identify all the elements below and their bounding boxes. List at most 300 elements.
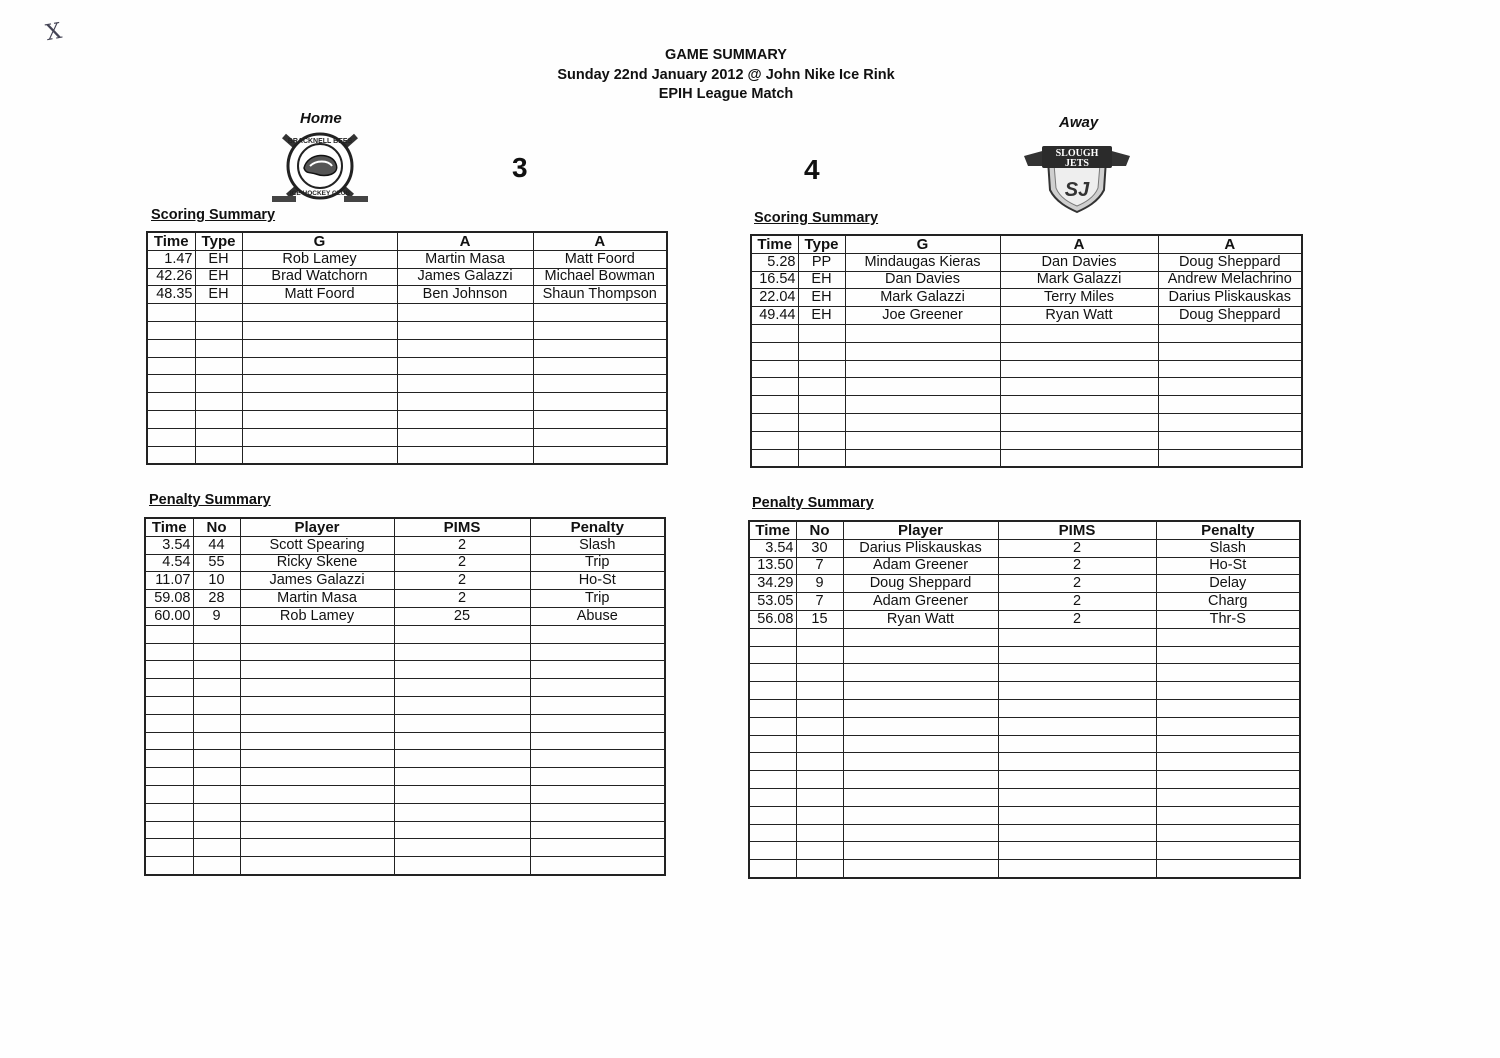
- table-cell: [751, 413, 798, 431]
- table-cell: [242, 357, 397, 375]
- table-cell: [242, 375, 397, 393]
- away-team-logo: [1024, 132, 1130, 214]
- table-cell: [749, 646, 796, 664]
- table-cell: [796, 842, 843, 860]
- table-cell: Ryan Watt: [843, 610, 998, 628]
- table-cell: Rob Lamey: [240, 607, 394, 625]
- table-cell: [397, 410, 533, 428]
- svg-text:SJ: SJ: [1064, 179, 1090, 201]
- table-cell: Delay: [1156, 575, 1300, 593]
- table-cell: Martin Masa: [240, 590, 394, 608]
- table-cell: [1156, 646, 1300, 664]
- table-cell: [394, 857, 530, 875]
- table-cell: [147, 321, 195, 339]
- table-cell: 2: [394, 536, 530, 554]
- column-header: Player: [843, 521, 998, 539]
- table-cell: 4.54: [145, 554, 193, 572]
- table-cell: [1156, 735, 1300, 753]
- table-cell: Mark Galazzi: [1000, 271, 1158, 289]
- table-cell: [1000, 324, 1158, 342]
- table-cell: 2: [394, 572, 530, 590]
- table-cell: [798, 449, 845, 467]
- table-cell: [796, 682, 843, 700]
- table-cell: [751, 396, 798, 414]
- empty-table-row: [147, 428, 667, 446]
- empty-table-row: [749, 628, 1300, 646]
- table-cell: [242, 321, 397, 339]
- table-cell: [998, 771, 1156, 789]
- table-cell: Ryan Watt: [1000, 307, 1158, 325]
- table-row: [145, 590, 665, 608]
- document-header: [0, 46, 1452, 105]
- table-cell: [394, 768, 530, 786]
- table-cell: [145, 714, 193, 732]
- table-cell: 60.00: [145, 607, 193, 625]
- column-header: A: [1158, 235, 1302, 253]
- empty-table-row: [751, 378, 1302, 396]
- table-cell: Trip: [530, 554, 665, 572]
- table-cell: [998, 682, 1156, 700]
- table-cell: [193, 839, 240, 857]
- empty-table-row: [751, 342, 1302, 360]
- column-header: Time: [145, 518, 193, 536]
- table-cell: [798, 360, 845, 378]
- table-cell: [242, 446, 397, 464]
- table-cell: [749, 628, 796, 646]
- table-cell: [145, 839, 193, 857]
- svg-text:ICE HOCKEY CLUB: ICE HOCKEY CLUB: [289, 190, 351, 197]
- table-cell: 30: [796, 539, 843, 557]
- empty-table-row: [751, 396, 1302, 414]
- table-cell: 28: [193, 590, 240, 608]
- table-cell: [1000, 360, 1158, 378]
- table-cell: [749, 806, 796, 824]
- table-cell: [195, 339, 242, 357]
- table-cell: [240, 857, 394, 875]
- table-cell: [240, 750, 394, 768]
- table-cell: Abuse: [530, 607, 665, 625]
- empty-table-row: [147, 410, 667, 428]
- table-cell: [394, 696, 530, 714]
- table-cell: [1158, 324, 1302, 342]
- table-cell: Charg: [1156, 593, 1300, 611]
- table-cell: [1156, 806, 1300, 824]
- table-cell: Adam Greener: [843, 557, 998, 575]
- slough-jets-crest-icon: [1024, 132, 1130, 214]
- table-cell: [145, 661, 193, 679]
- table-cell: [843, 628, 998, 646]
- table-cell: [1000, 378, 1158, 396]
- empty-table-row: [145, 750, 665, 768]
- empty-table-row: [147, 357, 667, 375]
- table-cell: [530, 732, 665, 750]
- empty-table-row: [147, 375, 667, 393]
- table-cell: 44: [193, 536, 240, 554]
- table-cell: 56.08: [749, 610, 796, 628]
- table-cell: [394, 643, 530, 661]
- table-cell: [145, 785, 193, 803]
- table-cell: [530, 839, 665, 857]
- table-cell: Michael Bowman: [533, 268, 667, 286]
- empty-table-row: [145, 821, 665, 839]
- svg-text:SLOUGH: SLOUGH: [1055, 148, 1099, 159]
- table-cell: 2: [998, 539, 1156, 557]
- table-cell: [843, 824, 998, 842]
- empty-table-row: [145, 785, 665, 803]
- table-cell: [1156, 664, 1300, 682]
- empty-table-row: [145, 857, 665, 875]
- table-row: [749, 610, 1300, 628]
- table-cell: [193, 714, 240, 732]
- table-cell: [193, 696, 240, 714]
- table-cell: Doug Sheppard: [1158, 307, 1302, 325]
- column-header: Time: [751, 235, 798, 253]
- table-cell: [1158, 342, 1302, 360]
- empty-table-row: [145, 803, 665, 821]
- table-cell: [240, 696, 394, 714]
- table-cell: [749, 788, 796, 806]
- empty-table-row: [749, 842, 1300, 860]
- table-cell: Doug Sheppard: [843, 575, 998, 593]
- table-cell: [394, 839, 530, 857]
- table-cell: [751, 342, 798, 360]
- table-cell: [533, 339, 667, 357]
- table-cell: [749, 753, 796, 771]
- table-cell: [394, 661, 530, 679]
- table-cell: [796, 806, 843, 824]
- table-cell: [530, 768, 665, 786]
- table-cell: [1158, 396, 1302, 414]
- table-cell: [240, 839, 394, 857]
- table-cell: [843, 646, 998, 664]
- empty-table-row: [147, 393, 667, 411]
- table-cell: [394, 732, 530, 750]
- table-cell: [798, 378, 845, 396]
- table-cell: [147, 304, 195, 322]
- empty-table-row: [147, 304, 667, 322]
- table-cell: EH: [195, 268, 242, 286]
- table-cell: [397, 446, 533, 464]
- empty-table-row: [147, 446, 667, 464]
- table-cell: Slash: [1156, 539, 1300, 557]
- table-cell: 2: [998, 610, 1156, 628]
- column-header: No: [193, 518, 240, 536]
- table-cell: Darius Pliskauskas: [1158, 289, 1302, 307]
- table-cell: [240, 803, 394, 821]
- table-cell: [751, 360, 798, 378]
- empty-table-row: [147, 339, 667, 357]
- table-cell: [798, 413, 845, 431]
- table-cell: [796, 646, 843, 664]
- table-cell: 49.44: [751, 307, 798, 325]
- table-cell: [1156, 842, 1300, 860]
- table-cell: Rob Lamey: [242, 250, 397, 268]
- empty-table-row: [751, 449, 1302, 467]
- column-header: No: [796, 521, 843, 539]
- away-scoring-table: [750, 234, 1303, 468]
- table-cell: [998, 842, 1156, 860]
- table-cell: [145, 643, 193, 661]
- table-cell: [1000, 396, 1158, 414]
- table-cell: [1158, 413, 1302, 431]
- handwritten-mark: X: [43, 18, 64, 47]
- table-cell: [749, 824, 796, 842]
- table-cell: [1156, 771, 1300, 789]
- table-cell: 2: [394, 590, 530, 608]
- table-cell: EH: [195, 250, 242, 268]
- table-cell: [530, 643, 665, 661]
- table-cell: [998, 664, 1156, 682]
- table-cell: [751, 449, 798, 467]
- table-cell: Matt Foord: [533, 250, 667, 268]
- away-penalty-title: Penalty Summary: [752, 495, 874, 511]
- table-cell: [843, 664, 998, 682]
- table-cell: 9: [796, 575, 843, 593]
- empty-table-row: [145, 768, 665, 786]
- table-cell: [240, 785, 394, 803]
- table-cell: Doug Sheppard: [1158, 253, 1302, 271]
- table-cell: [193, 821, 240, 839]
- table-cell: [845, 449, 1000, 467]
- table-cell: 10: [193, 572, 240, 590]
- table-cell: [533, 304, 667, 322]
- empty-table-row: [749, 788, 1300, 806]
- table-cell: [749, 664, 796, 682]
- table-cell: [240, 732, 394, 750]
- empty-table-row: [145, 696, 665, 714]
- table-cell: [193, 750, 240, 768]
- table-cell: [394, 714, 530, 732]
- table-cell: [798, 342, 845, 360]
- table-cell: [533, 428, 667, 446]
- home-score: 3: [512, 152, 528, 183]
- column-header: PIMS: [998, 521, 1156, 539]
- table-cell: 2: [998, 575, 1156, 593]
- table-cell: [147, 410, 195, 428]
- table-cell: [397, 304, 533, 322]
- table-cell: Ho-St: [530, 572, 665, 590]
- table-cell: [397, 393, 533, 411]
- empty-table-row: [147, 321, 667, 339]
- table-cell: [397, 321, 533, 339]
- table-cell: [530, 679, 665, 697]
- table-cell: [193, 785, 240, 803]
- empty-table-row: [751, 360, 1302, 378]
- table-cell: [394, 785, 530, 803]
- table-cell: [998, 628, 1156, 646]
- table-row: [147, 286, 667, 304]
- empty-table-row: [749, 753, 1300, 771]
- table-cell: [998, 860, 1156, 878]
- empty-table-row: [749, 646, 1300, 664]
- table-cell: 55: [193, 554, 240, 572]
- empty-table-row: [145, 839, 665, 857]
- table-cell: [998, 717, 1156, 735]
- table-cell: [998, 788, 1156, 806]
- table-cell: [240, 821, 394, 839]
- table-cell: [533, 321, 667, 339]
- table-cell: [796, 664, 843, 682]
- table-cell: [533, 410, 667, 428]
- table-cell: [1000, 431, 1158, 449]
- table-cell: 13.50: [749, 557, 796, 575]
- svg-text:JETS: JETS: [1065, 158, 1089, 169]
- table-cell: [843, 682, 998, 700]
- table-cell: 9: [193, 607, 240, 625]
- table-row: [147, 250, 667, 268]
- table-cell: Adam Greener: [843, 593, 998, 611]
- table-cell: [533, 393, 667, 411]
- table-cell: [147, 446, 195, 464]
- table-row: [749, 539, 1300, 557]
- table-cell: [1156, 753, 1300, 771]
- table-cell: 16.54: [751, 271, 798, 289]
- table-cell: [242, 428, 397, 446]
- table-cell: 3.54: [145, 536, 193, 554]
- column-header: A: [533, 232, 667, 250]
- table-cell: [147, 357, 195, 375]
- table-cell: [1000, 413, 1158, 431]
- table-cell: [1156, 824, 1300, 842]
- table-cell: [195, 321, 242, 339]
- table-cell: [242, 393, 397, 411]
- empty-table-row: [145, 661, 665, 679]
- table-cell: [749, 860, 796, 878]
- table-cell: [145, 803, 193, 821]
- table-cell: [193, 732, 240, 750]
- table-cell: Martin Masa: [397, 250, 533, 268]
- table-cell: [397, 375, 533, 393]
- table-cell: [998, 646, 1156, 664]
- table-cell: [195, 446, 242, 464]
- table-cell: [394, 803, 530, 821]
- empty-table-row: [749, 699, 1300, 717]
- table-row: [751, 289, 1302, 307]
- column-header: Type: [195, 232, 242, 250]
- table-cell: Mark Galazzi: [845, 289, 1000, 307]
- table-cell: 22.04: [751, 289, 798, 307]
- table-cell: [195, 393, 242, 411]
- column-header: Penalty: [1156, 521, 1300, 539]
- table-cell: [1000, 449, 1158, 467]
- table-row: [749, 557, 1300, 575]
- table-header-row: [751, 235, 1302, 253]
- table-cell: [845, 342, 1000, 360]
- table-cell: [749, 842, 796, 860]
- table-cell: [1156, 699, 1300, 717]
- table-row: [145, 607, 665, 625]
- table-cell: [1158, 360, 1302, 378]
- table-cell: [193, 679, 240, 697]
- table-cell: 53.05: [749, 593, 796, 611]
- table-cell: [193, 803, 240, 821]
- table-cell: 3.54: [749, 539, 796, 557]
- table-row: [751, 307, 1302, 325]
- table-header-row: [749, 521, 1300, 539]
- table-cell: [530, 821, 665, 839]
- table-header-row: [145, 518, 665, 536]
- table-cell: [240, 625, 394, 643]
- table-cell: [998, 735, 1156, 753]
- empty-table-row: [751, 413, 1302, 431]
- table-cell: [796, 771, 843, 789]
- table-row: [749, 593, 1300, 611]
- table-cell: [145, 857, 193, 875]
- table-cell: [845, 360, 1000, 378]
- empty-table-row: [749, 735, 1300, 753]
- table-cell: 7: [796, 593, 843, 611]
- table-cell: [998, 699, 1156, 717]
- table-cell: [145, 625, 193, 643]
- table-cell: [147, 393, 195, 411]
- empty-table-row: [749, 717, 1300, 735]
- column-header: Time: [147, 232, 195, 250]
- column-header: G: [242, 232, 397, 250]
- column-header: G: [845, 235, 1000, 253]
- table-cell: PP: [798, 253, 845, 271]
- table-cell: [1156, 717, 1300, 735]
- table-cell: Thr-S: [1156, 610, 1300, 628]
- empty-table-row: [751, 431, 1302, 449]
- table-cell: [195, 410, 242, 428]
- table-cell: EH: [798, 289, 845, 307]
- table-cell: [193, 857, 240, 875]
- table-cell: [749, 717, 796, 735]
- table-cell: [845, 396, 1000, 414]
- match-type: EPIH League Match: [658, 86, 794, 102]
- table-cell: [998, 753, 1156, 771]
- table-cell: 42.26: [147, 268, 195, 286]
- table-cell: [145, 679, 193, 697]
- table-row: [145, 572, 665, 590]
- table-cell: Slash: [530, 536, 665, 554]
- table-cell: [533, 357, 667, 375]
- away-label: Away: [1059, 114, 1099, 131]
- table-cell: [796, 788, 843, 806]
- table-cell: [193, 643, 240, 661]
- table-cell: 48.35: [147, 286, 195, 304]
- table-cell: [796, 628, 843, 646]
- table-cell: [530, 857, 665, 875]
- table-cell: [145, 732, 193, 750]
- table-cell: [147, 339, 195, 357]
- table-cell: [749, 771, 796, 789]
- table-cell: 1.47: [147, 250, 195, 268]
- table-cell: [394, 679, 530, 697]
- empty-table-row: [145, 679, 665, 697]
- column-header: A: [1000, 235, 1158, 253]
- table-cell: Andrew Melachrino: [1158, 271, 1302, 289]
- table-cell: James Galazzi: [397, 268, 533, 286]
- table-cell: [193, 625, 240, 643]
- table-cell: [242, 410, 397, 428]
- empty-table-row: [749, 771, 1300, 789]
- table-cell: [749, 682, 796, 700]
- table-row: [145, 536, 665, 554]
- table-cell: [145, 750, 193, 768]
- table-cell: [798, 431, 845, 449]
- table-cell: 7: [796, 557, 843, 575]
- table-cell: Dan Davies: [845, 271, 1000, 289]
- table-cell: [1156, 860, 1300, 878]
- table-cell: 2: [394, 554, 530, 572]
- table-row: [751, 253, 1302, 271]
- table-cell: [1156, 682, 1300, 700]
- table-cell: Joe Greener: [845, 307, 1000, 325]
- table-cell: 5.28: [751, 253, 798, 271]
- away-score: 4: [804, 154, 820, 185]
- table-cell: 15: [796, 610, 843, 628]
